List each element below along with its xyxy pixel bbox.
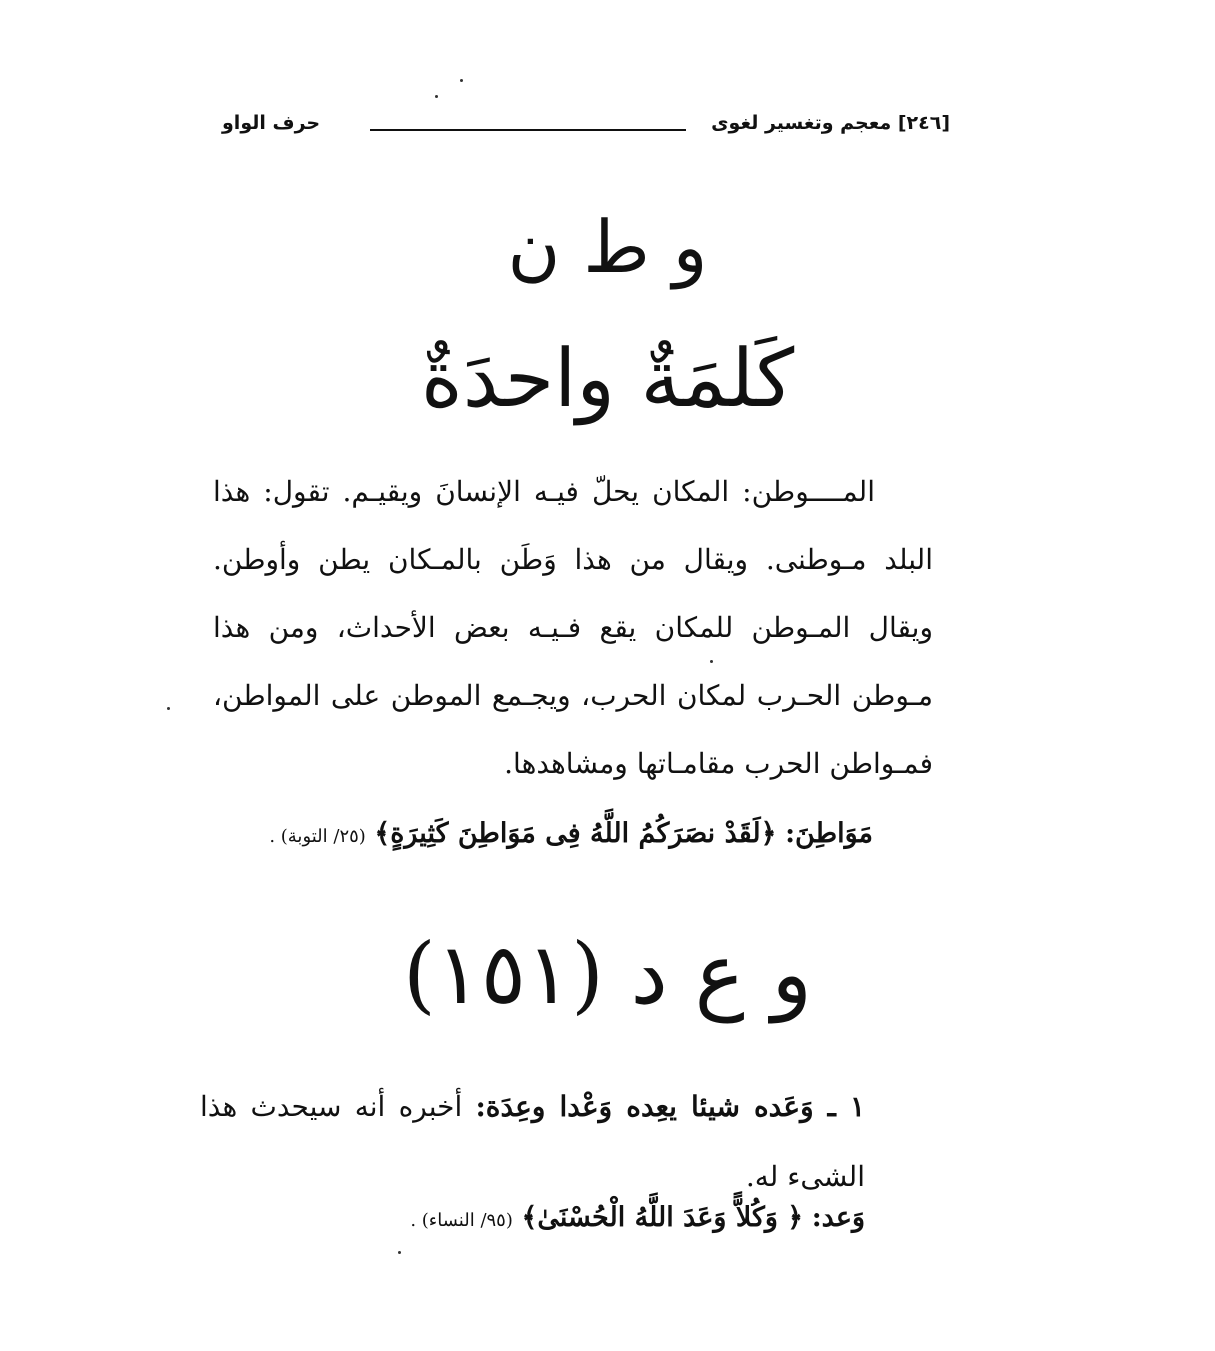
- entry-root-heading: و ط ن: [507, 205, 708, 289]
- scan-speck: [710, 660, 713, 663]
- citation-verse: لَقَدْ نصَرَكُمُ اللَّهُ فِى مَوَاطِنَ كَثِيرَةٍ: [390, 818, 761, 849]
- citation-label: مَوَاطِنَ:: [785, 818, 873, 849]
- ornate-bracket-close: ﴾: [521, 1202, 538, 1233]
- page-header: [200, 112, 950, 146]
- scan-speck: [398, 1251, 401, 1254]
- ornate-bracket-open: ﴿: [787, 1202, 804, 1233]
- page-reference: [٢٤٦] معجم وتغسير لغوى: [711, 112, 950, 134]
- quran-citation-2: [410, 1202, 865, 1233]
- quran-citation: [269, 818, 873, 849]
- entry-definition: المــــوطن: المكان يحلّ فيـه الإنسانَ ويقيـم. تقول: هذا البلد مـوطنى. ويقال من هذا وَطَن بالمـكان يطن وأوطن. ويقال المـوطن للمكان يقع فـيـه بعض الأحداث، ومن هذا مـوطن الحـرب لمكان الحرب، ويجـمع الموطن على المواطن، فمـواطن الحرب مقامـاتها ومشاهدها.: [213, 475, 933, 780]
- chapter-title: حرف الواو: [222, 112, 321, 134]
- definition-headword: ١ ـ وَعَده شيئا يعِده وَعْدا وعِدَة:: [475, 1090, 866, 1123]
- entry-subtitle: كَلمَةٌ واحدَةٌ: [420, 332, 795, 425]
- ornate-bracket-open: ﴿: [760, 818, 777, 849]
- definition-text: أخبره أنه سيحدث هذا الشىء له.: [200, 1090, 865, 1193]
- scan-speck: [460, 79, 463, 82]
- scan-speck: [167, 707, 170, 710]
- entry-definition-2: [200, 1072, 865, 1212]
- header-rule: [370, 129, 686, 131]
- citation-verse: وَكُلاًّ وَعَدَ اللَّهُ الْحُسْنَىٰ: [537, 1202, 788, 1233]
- scan-speck: [435, 95, 438, 98]
- entry-root-heading-2: و ع د (١٥١): [402, 925, 813, 1023]
- citation-reference: (٩٥/ النساء) .: [410, 1210, 513, 1231]
- citation-reference: (٢٥/ التوبة) .: [269, 826, 366, 847]
- citation-label: وَعد:: [811, 1202, 865, 1233]
- ornate-bracket-close: ﴾: [374, 818, 391, 849]
